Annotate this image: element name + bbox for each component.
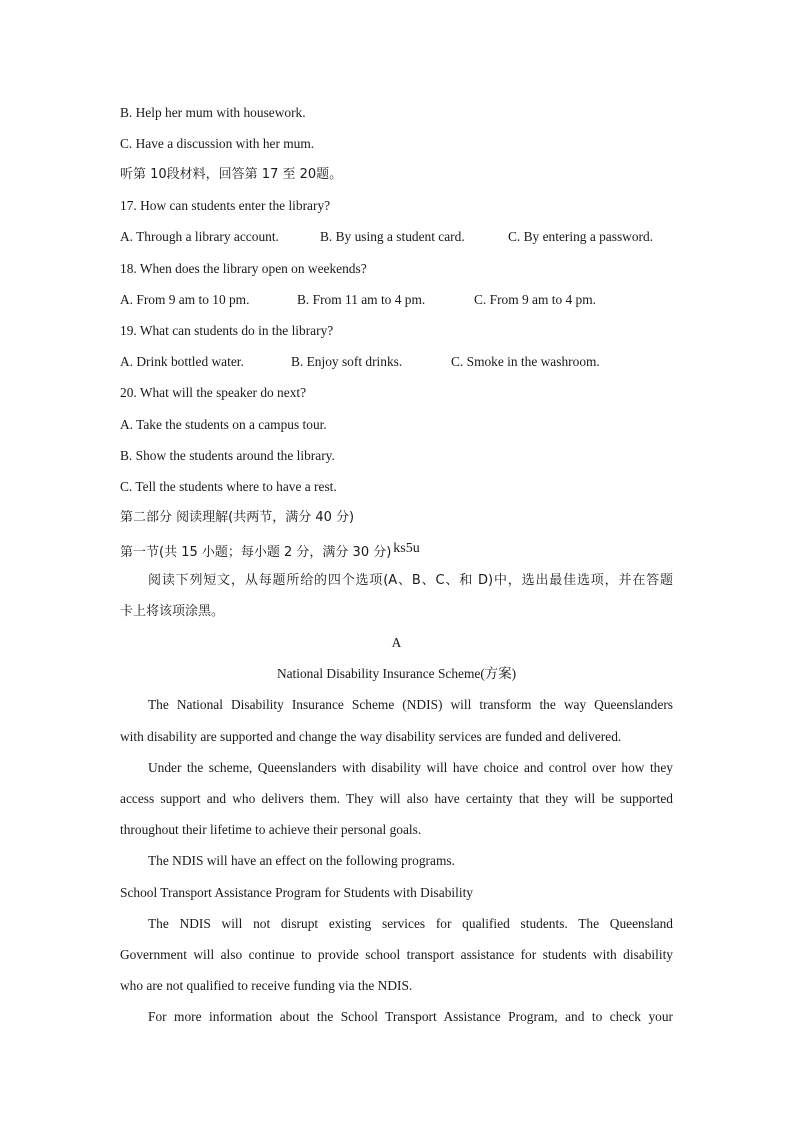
passage-p3: The NDIS will have an effect on the following programs. [148, 853, 455, 868]
q17-option-c: C. By entering a password. [508, 229, 654, 244]
q18-stem: 18. When does the library open on weekends? [120, 261, 367, 276]
ks5u-watermark: ks5u [393, 541, 420, 556]
q20-stem: 20. What will the speaker do next? [120, 385, 307, 400]
section-instruction: 听第 10段材料，回答第 17 至 20题。 [120, 167, 343, 182]
q18-option-b: B. From 11 am to 4 pm. [297, 292, 426, 307]
q20-option-c: C. Tell the students where to have a rest. [120, 479, 337, 494]
q18-option-c: C. From 9 am to 4 pm. [474, 292, 597, 307]
q20-option-a: A. Take the students on a campus tour. [120, 417, 327, 432]
q19-option-a: A. Drink bottled water. [120, 354, 244, 369]
passage-p4-line1: The NDIS will not disrupt existing services for qualified students. The Queensland [148, 916, 673, 931]
q17-option-b: B. By using a student card. [320, 229, 465, 244]
q20-option-b: B. Show the students around the library. [120, 448, 335, 463]
passage-p1-line2: with disability are supported and change the way disability services are funded and delivered. [120, 729, 622, 744]
passage-p2-line1: Under the scheme, Queenslanders with disability will have choice and control over how they [148, 760, 673, 775]
q18-option-a: A. From 9 am to 10 pm. [120, 292, 250, 307]
q19-option-b: B. Enjoy soft drinks. [291, 354, 403, 369]
section1-heading: 第一节(共 15 小题；每小题 2 分，满分 30 分) [120, 545, 392, 560]
q17-option-a: A. Through a library account. [120, 229, 279, 244]
q16-option-b: B. Help her mum with housework. [120, 105, 306, 120]
reading-instruction-line1: 阅读下列短文，从每题所给的四个选项(A、B、C、和 D)中，选出最佳选项，并在答题 [148, 573, 673, 588]
q19-stem: 19. What can students do in the library? [120, 323, 334, 338]
reading-instruction-line2: 卡上将该项涂黑。 [120, 604, 225, 619]
section1-line [120, 540, 420, 562]
passage-p2-line3: throughout their lifetime to achieve their personal goals. [120, 822, 422, 837]
q17-stem: 17. How can students enter the library? [120, 198, 331, 213]
passage-p4-line3: who are not qualified to receive funding via the NDIS. [120, 978, 413, 993]
passage-p5-line1: For more information about the School Transport Assistance Program, and to check your [148, 1009, 673, 1024]
q16-option-c: C. Have a discussion with her mum. [120, 136, 315, 151]
passage-subheading: School Transport Assistance Program for Students with Disability [120, 885, 473, 900]
passage-p4-line2: Government will also continue to provide school transport assistance for students with disability [120, 947, 673, 962]
passage-p1-line1: The National Disability Insurance Scheme (NDIS) will transform the way Queenslanders [148, 697, 673, 712]
passage-letter: A [391, 635, 402, 650]
passage-title: National Disability Insurance Scheme(方案) [276, 666, 517, 681]
passage-p2-line2: access support and who delivers them. They will also have certainty that they will be supported [120, 791, 673, 806]
q19-option-c: C. Smoke in the washroom. [451, 354, 600, 369]
part2-heading: 第二部分 阅读理解(共两节，满分 40 分) [120, 510, 355, 525]
